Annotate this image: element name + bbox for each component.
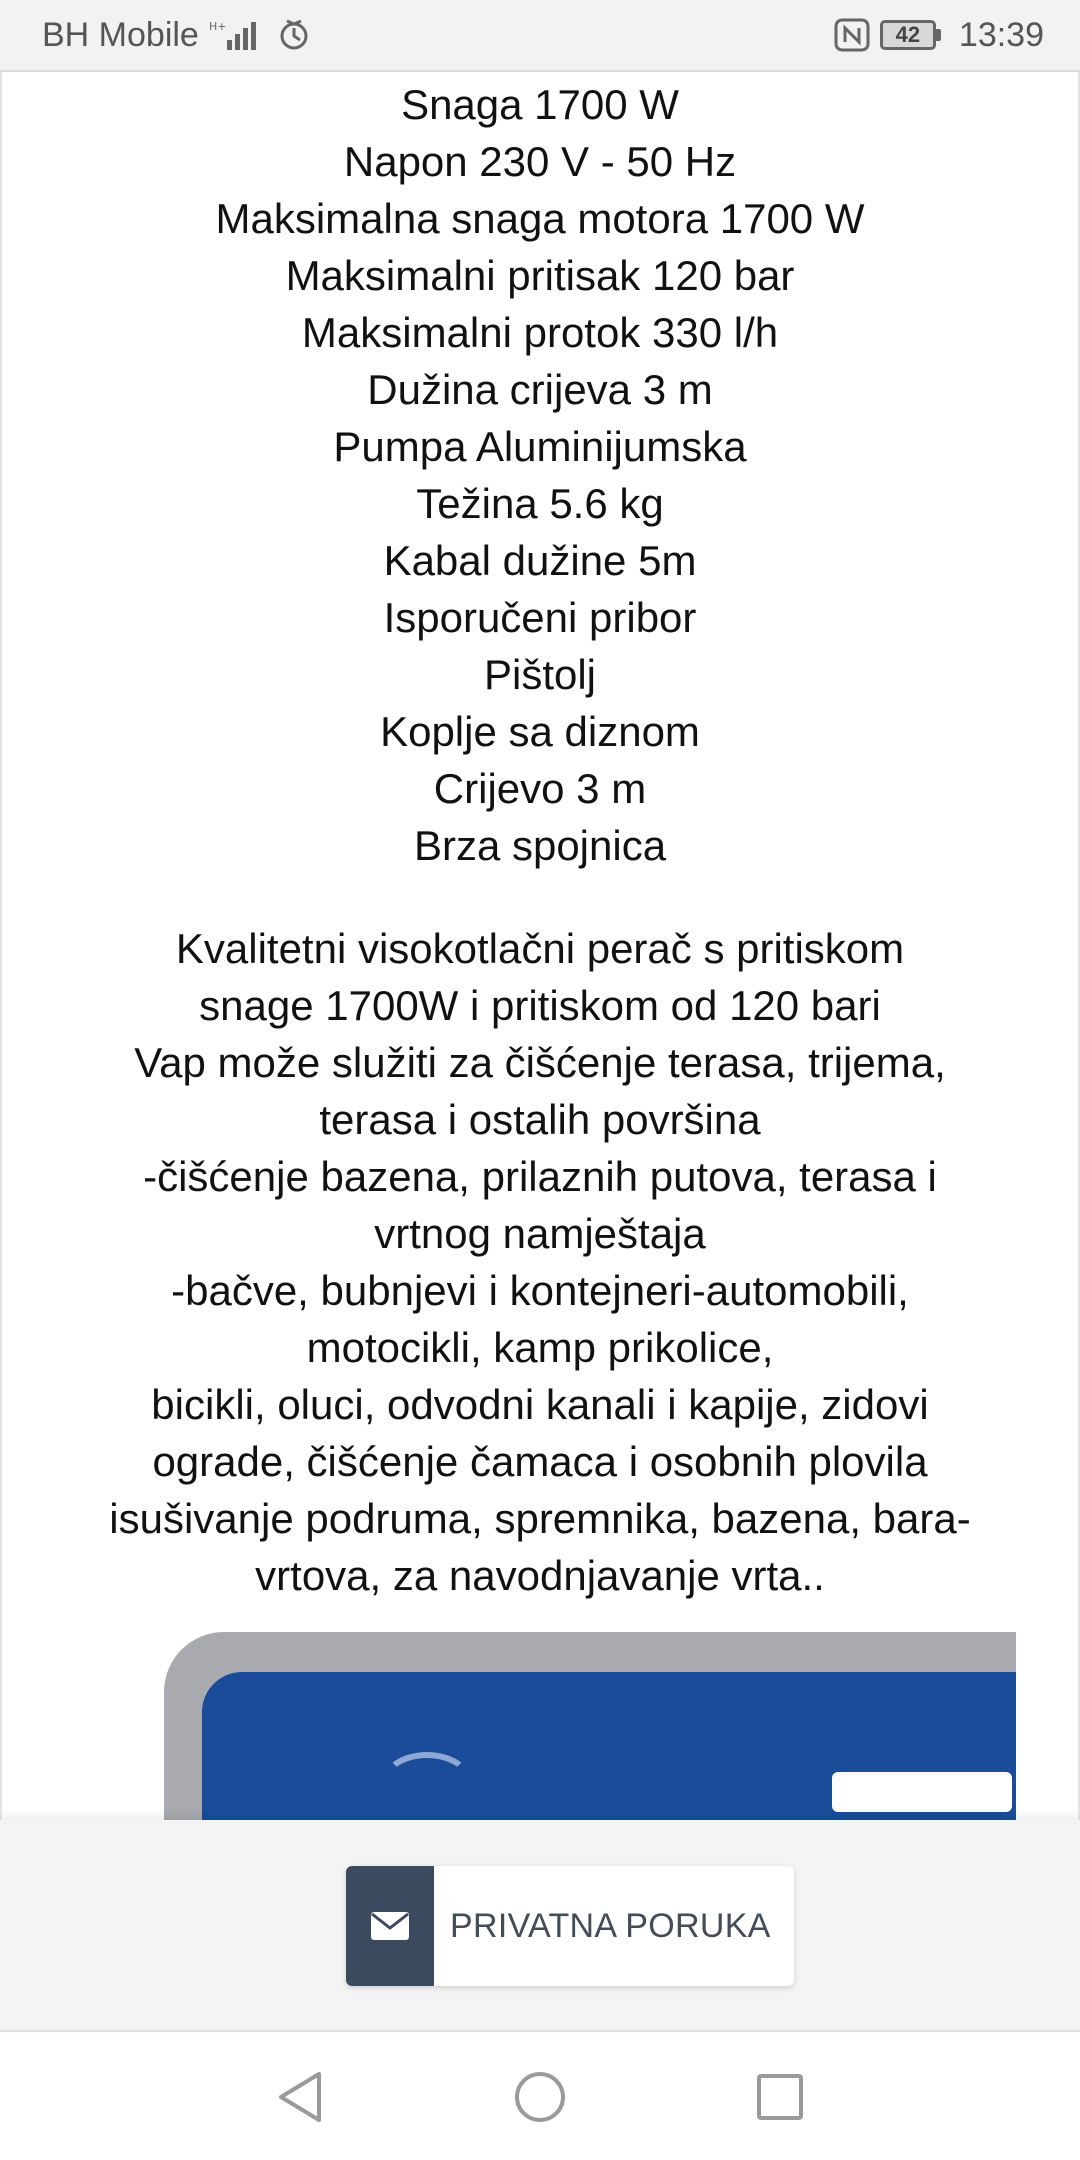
system-nav-bar [0, 2034, 1080, 2160]
battery-level: 42 [880, 20, 936, 50]
spec-item: Pištolj [483, 651, 597, 698]
product-description [2, 920, 1078, 1604]
description-line: Vap može služiti za čišćenje terasa, trijema, [134, 1039, 946, 1086]
status-bar [0, 0, 1080, 72]
description-line: motocikli, kamp prikolice, [306, 1324, 774, 1371]
description-line: vrtnog namještaja [374, 1210, 706, 1257]
signal-icon [209, 18, 267, 52]
battery-icon [880, 20, 941, 50]
svg-text:H+: H+ [208, 20, 227, 33]
logo-letter [832, 1772, 1012, 1812]
back-icon[interactable] [260, 2057, 340, 2137]
envelope-icon [346, 1866, 434, 1986]
description-line: vrtova, za navodnjavanje vrta.. [255, 1552, 825, 1599]
description-line: bicikli, oluci, odvodni kanali i kapije, zidovi [151, 1381, 929, 1428]
spec-item: Napon 230 V - 50 Hz [343, 138, 737, 185]
spec-item: Brza spojnica [413, 822, 667, 869]
spec-item: Kabal dužine 5m [383, 537, 697, 584]
status-bar-right [834, 16, 1044, 55]
home-icon[interactable] [500, 2057, 580, 2137]
spec-item: Pumpa Aluminijumska [333, 423, 747, 470]
spec-item: Težina 5.6 kg [416, 480, 664, 527]
carrier-name: BH Mobile [42, 15, 199, 54]
spec-item: Crijevo 3 m [433, 765, 647, 812]
description-line: -bačve, bubnjevi i kontejneri-automobili, [171, 1267, 909, 1314]
spec-item: Isporučeni pribor [383, 594, 697, 641]
description-line: Kvalitetni visokotlačni perač s pritiskom [175, 925, 905, 972]
data-saver-icon [277, 18, 311, 52]
contact-bar [0, 1820, 1080, 2032]
product-image[interactable] [164, 1632, 1016, 1832]
nfc-icon [834, 18, 870, 52]
private-message-button[interactable] [346, 1866, 794, 1986]
status-bar-left [42, 16, 311, 55]
description-line: snage 1700W i pritiskom od 120 bari [199, 982, 881, 1029]
recents-icon[interactable] [740, 2057, 820, 2137]
description-line: ograde, čišćenje čamaca i osobnih plovila [152, 1438, 928, 1485]
spec-item: Koplje sa diznom [380, 708, 700, 755]
private-message-label: PRIVATNA PORUKA [450, 1906, 771, 1945]
clock: 13:39 [958, 15, 1044, 54]
description-line: isušivanje podruma, spremnika, bazena, bara- [109, 1495, 971, 1542]
spec-item: Dužina crijeva 3 m [367, 366, 713, 413]
spec-item: Maksimalni pritisak 120 bar [285, 252, 795, 299]
spec-list [2, 72, 1078, 874]
description-line: -čišćenje bazena, prilaznih putova, terasa i [143, 1153, 937, 1200]
spec-item: Snaga 1700 W [401, 81, 679, 128]
product-image-panel [202, 1672, 1016, 1832]
logo-swirl [382, 1752, 472, 1812]
listing-content[interactable] [0, 72, 1080, 1820]
spec-item: Maksimalni protok 330 l/h [301, 309, 779, 356]
spec-item: Maksimalna snaga motora 1700 W [215, 195, 865, 242]
description-line: terasa i ostalih površina [319, 1096, 761, 1143]
